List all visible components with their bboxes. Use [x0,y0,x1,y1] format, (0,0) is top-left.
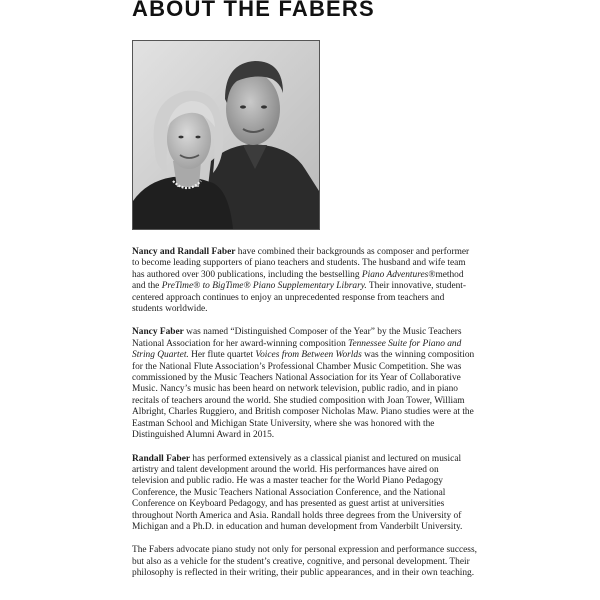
italic-title: Piano Adventures [361,269,429,280]
paragraph [132,247,477,315]
italic-title: Tennessee Suite for Piano and String Quartet. [132,338,462,361]
paragraph [132,454,477,534]
paragraph-lead: Nancy and Randall Faber [132,247,236,257]
text-run: The Fabers advocate piano study not only for personal expression and performance success, but also as a vehicle for the student’s creative, cognitive, and personal development. Their philosophy is reflected in their writing, their public appearances, and in their own teaching. [132,545,477,579]
text-run: have combined their backgrounds as composer and performer to become leading supporters of piano teachers and students. The husband and wife team has authored over 300 publications, including the bestselling [132,247,470,280]
text-run: method and the [132,269,464,292]
text-run: was named “Distinguished Composer of the Year” by the Music Teachers National Association for her award-winning composition [132,327,462,349]
text-run: ® [428,269,436,280]
paragraph [132,327,477,441]
text-run: Her flute quartet [188,350,256,361]
biography-text [132,247,477,592]
paragraph [132,545,477,579]
text-run: Their innovative, student-centered approach continues to enjoy an unprecedented response from teachers and students worldwide. [132,281,467,315]
text-run: was the winning composition for the National Flute Association’s Professional Chamber Music Competition. She was commissioned by the Music Teachers National Association for its Year of Collaborative Music. Nancy’s music has been heard on network television, public radio, and in piano recitals of teachers around the world. She studied composition with Joan Tower, William Albright, Charles Ruggiero, and British composer Nicholas Maw. Piano studies were at the Eastman School and Michigan State University, where she was honored with the Distinguished Alumni Award in 2015. [132,350,475,441]
italic-title: Voices from Between Worlds [255,350,362,361]
paragraph-lead: Nancy Faber [132,327,184,338]
paragraph-lead: Randall Faber [132,453,191,464]
page-title: ABOUT THE FABERS [132,0,375,21]
italic-title: PreTime® to BigTime® Piano Supplementary Library. [161,281,367,292]
author-photo [132,40,320,230]
text-run: has performed extensively as a classical pianist and lectured on musical artistry and talent development around the world. His performances have aired on television and public radio. He was a master teacher for the World Piano Pedagogy Conference, the Music Teachers National Association Conference, and the National Conference on Keyboard Pedagogy, and has presented as guest artist at universities throughout North America and Asia. Randall holds three degrees from the University of Michigan and a Ph.D. in education and human development from Vanderbilt University. [132,453,463,532]
